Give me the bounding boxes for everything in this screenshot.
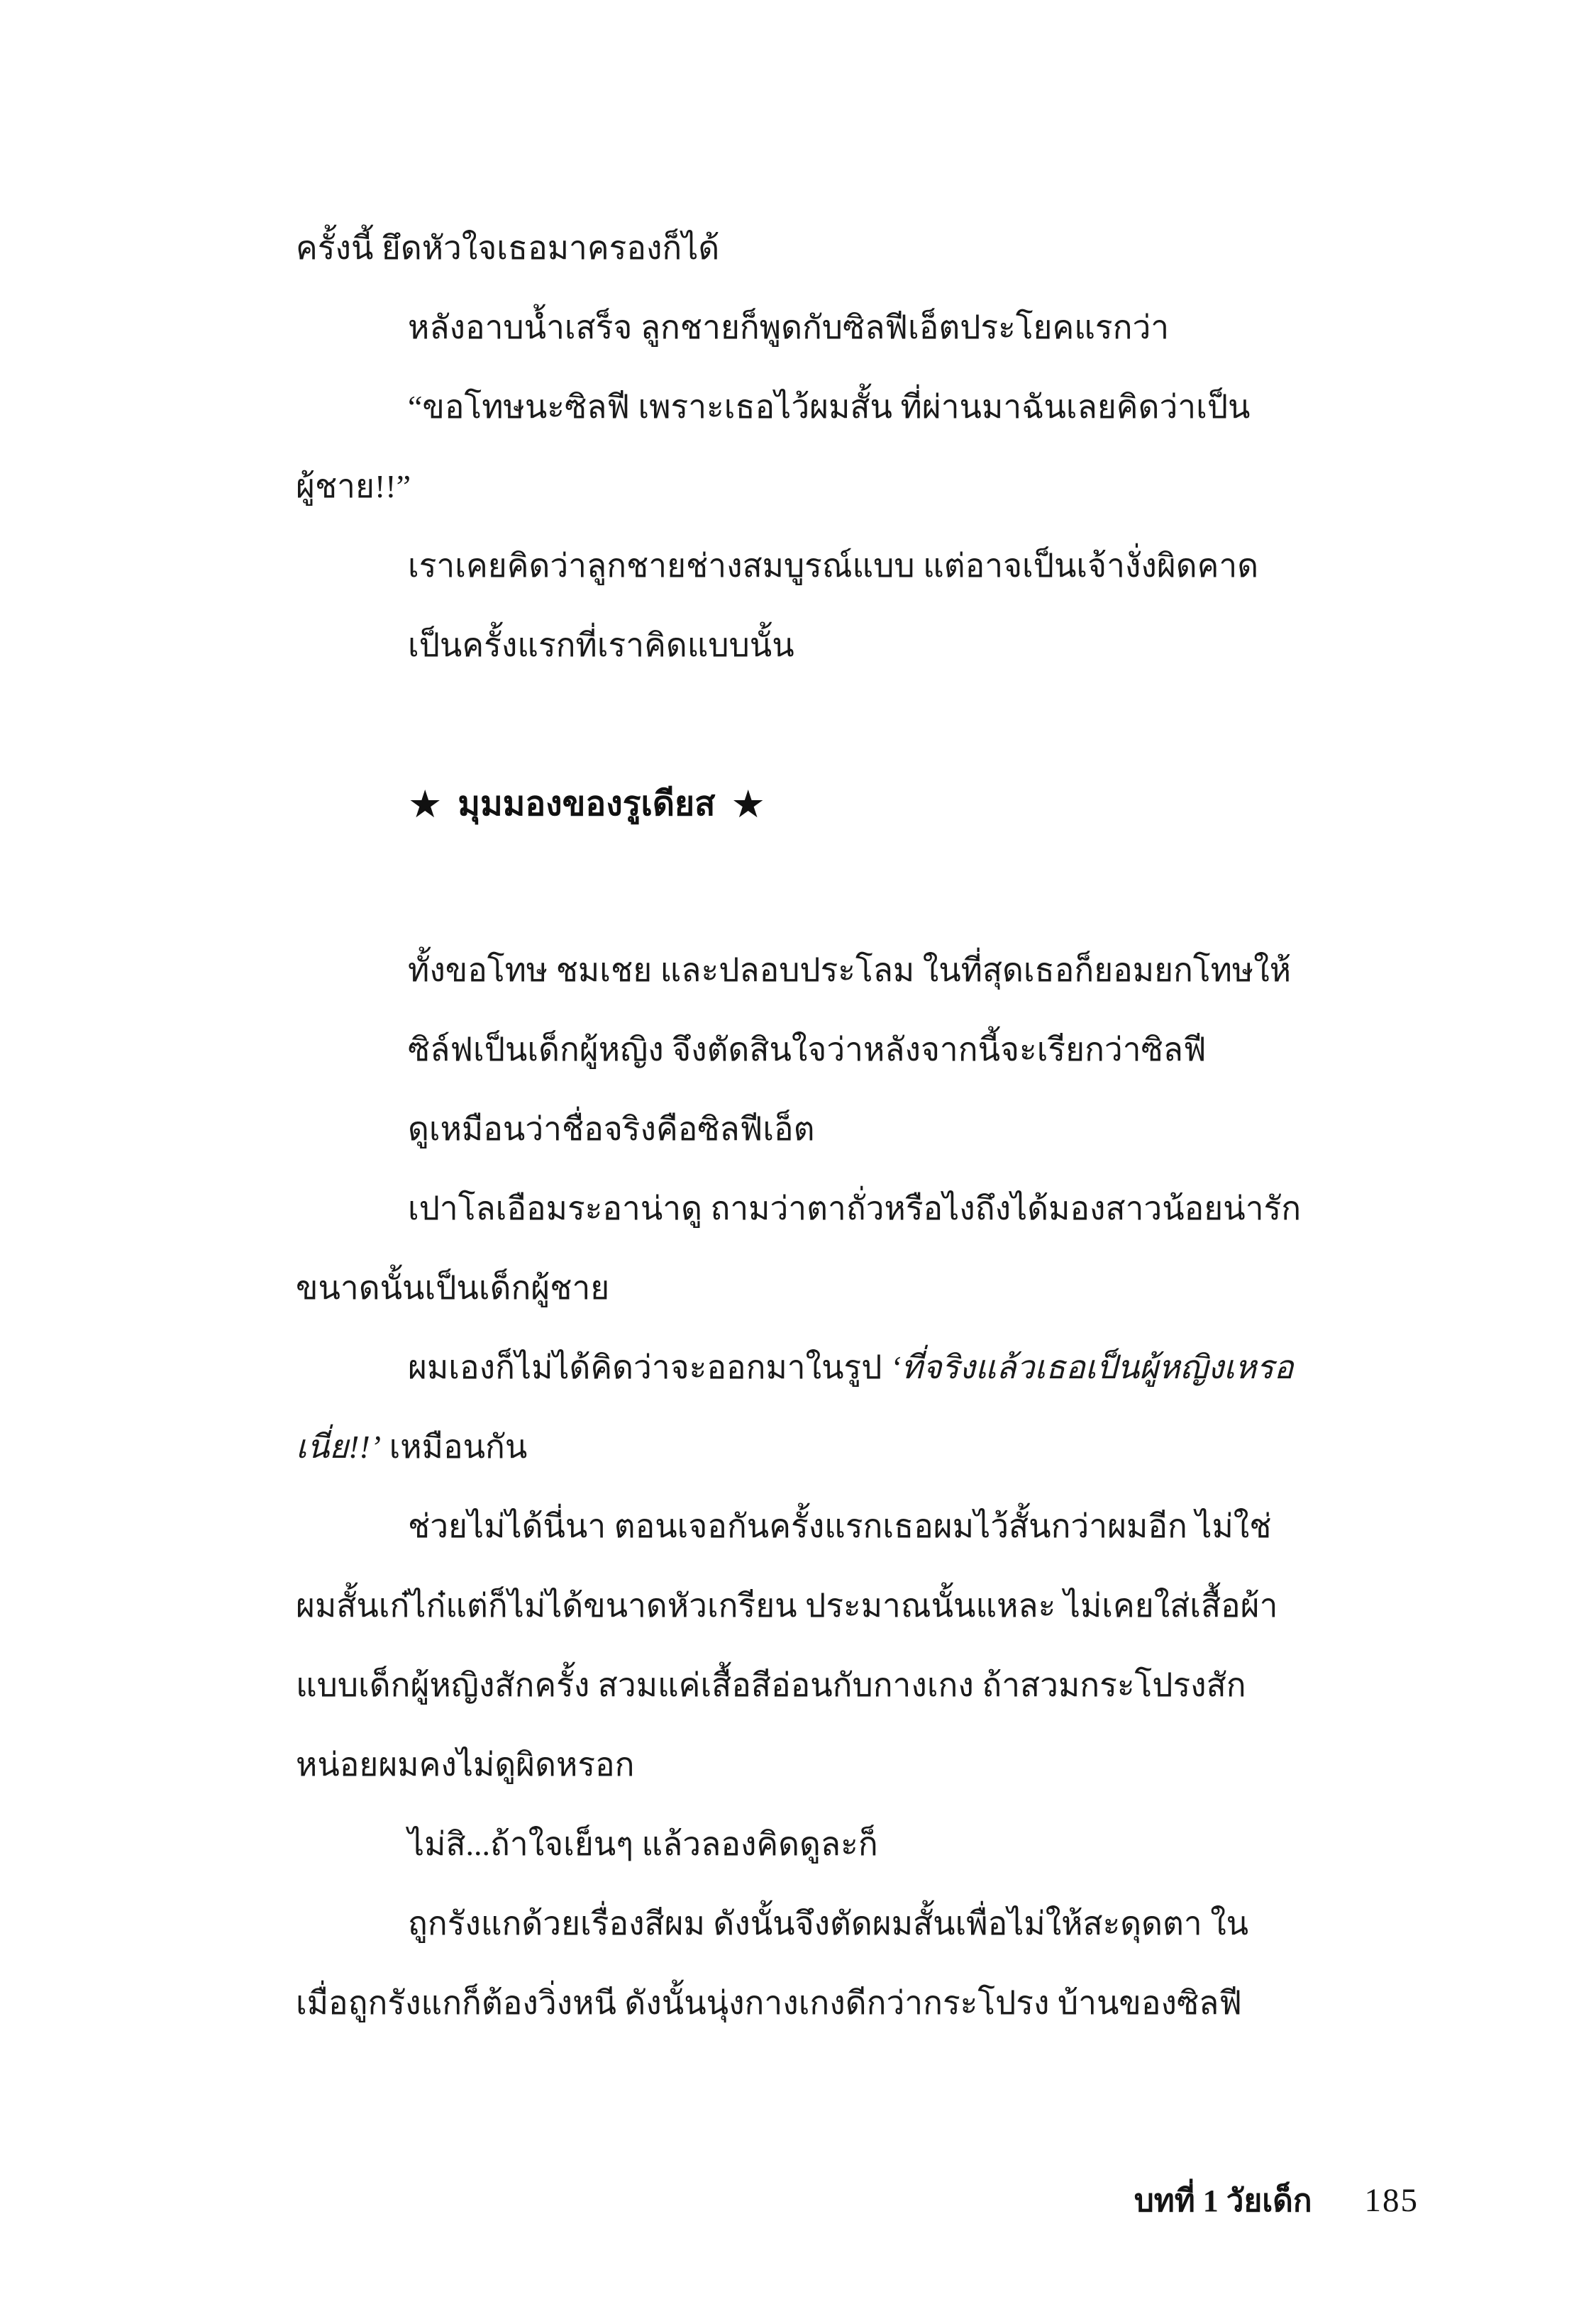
text-line: เมื่อถูกรังแกก็ต้องวิ่งหนี ดังนั้นนุ่งกางเกงดีกว่ากระโปรง บ้านของซิลฟี (296, 1985, 1242, 2021)
star-icon: ★ (408, 783, 443, 826)
text-line: แบบเด็กผู้หญิงสักครั้ง สวมแค่เสื้อสีอ่อนกับกางเกง ถ้าสวมกระโปรงสัก (296, 1667, 1246, 1703)
text-line: ทั้งขอโทษ ชมเชย และปลอบประโลม ในที่สุดเธอก็ยอมยกโทษให้ (408, 952, 1292, 988)
chapter-label: บทที่ 1 วัยเด็ก (1134, 2183, 1312, 2218)
text-line: ผมสั้นเก๋ไก๋แต่ก็ไม่ได้ขนาดหัวเกรียน ประมาณนั้นแหละ ไม่เคยใส่เสื้อผ้า (296, 1588, 1278, 1624)
paragraph (296, 1487, 1424, 1805)
text-line (296, 1407, 1424, 1487)
paragraph (296, 288, 1424, 367)
text-line: ถูกรังแกด้วยเรื่องสีผม ดังนั้นจึงตัดผมสั้นเพื่อไม่ให้สะดุดตา ใน (408, 1905, 1249, 1942)
paragraph (296, 1169, 1424, 1328)
text-segment: ผมเองก็ไม่ได้คิดว่าจะออกมาในรูป (408, 1349, 890, 1385)
text-line: ช่วยไม่ได้นี่นา ตอนเจอกันครั้งแรกเธอผมไว้สั้นกว่าผมอีก ไม่ใช่ (408, 1508, 1272, 1544)
text-line: ผู้ชาย!!” (296, 468, 411, 504)
section-heading (408, 765, 1424, 844)
page-footer (1134, 2161, 1419, 2241)
section-heading-text: มุมมองของรูเดียส (458, 785, 716, 823)
page-number: 185 (1364, 2182, 1419, 2219)
text-line: ซิล์ฟเป็นเด็กผู้หญิง จึงตัดสินใจว่าหลังจากนี้จะเรียกว่าซิลฟี (408, 1031, 1207, 1068)
text-line: “ขอโทษนะซิลฟี เพราะเธอไว้ผมสั้น ที่ผ่านมาฉันเลยคิดว่าเป็น (408, 389, 1251, 425)
body-text (296, 209, 1424, 2043)
inner-thought-text: เนี่ย!!’ (296, 1429, 382, 1465)
paragraph (296, 1884, 1424, 2043)
paragraph-with-inner-thought (296, 1328, 1424, 1487)
paragraph (296, 1010, 1424, 1090)
text-line: เราเคยคิดว่าลูกชายช่างสมบูรณ์แบบ แต่อาจเป็นเจ้างั่งผิดคาด (408, 548, 1259, 584)
text-line: ดูเหมือนว่าชื่อจริงคือซิลฟีเอ็ต (408, 1111, 815, 1147)
star-icon: ★ (731, 783, 765, 826)
text-line: ขนาดนั้นเป็นเด็กผู้ชาย (296, 1270, 610, 1306)
paragraph (296, 931, 1424, 1010)
text-line: เป็นครั้งแรกที่เราคิดแบบนั้น (408, 627, 794, 663)
text-line (296, 1328, 1424, 1407)
text-line: หน่อยผมคงไม่ดูผิดหรอก (296, 1746, 635, 1783)
text-line: เปาโลเอือมระอาน่าดู ถามว่าตาถั่วหรือไงถึงได้มองสาวน้อยน่ารัก (408, 1190, 1302, 1227)
paragraph (296, 1805, 1424, 1884)
paragraph (296, 526, 1424, 606)
text-line: ครั้งนี้ ยึดหัวใจเธอมาครองก็ได้ (296, 230, 720, 266)
paragraph (296, 209, 1424, 288)
text-line: ไม่สิ...ถ้าใจเย็นๆ แล้วลองคิดดูละก็ (408, 1826, 878, 1862)
paragraph (296, 1090, 1424, 1169)
text-segment: เหมือนกัน (381, 1429, 528, 1465)
paragraph (296, 606, 1424, 685)
inner-thought-text: ‘ที่จริงแล้วเธอเป็นผู้หญิงเหรอ (890, 1349, 1294, 1385)
text-line: หลังอาบน้ำเสร็จ ลูกชายก็พูดกับซิลฟีเอ็ตประโยคแรกว่า (408, 309, 1170, 345)
paragraph-dialogue (296, 367, 1424, 526)
